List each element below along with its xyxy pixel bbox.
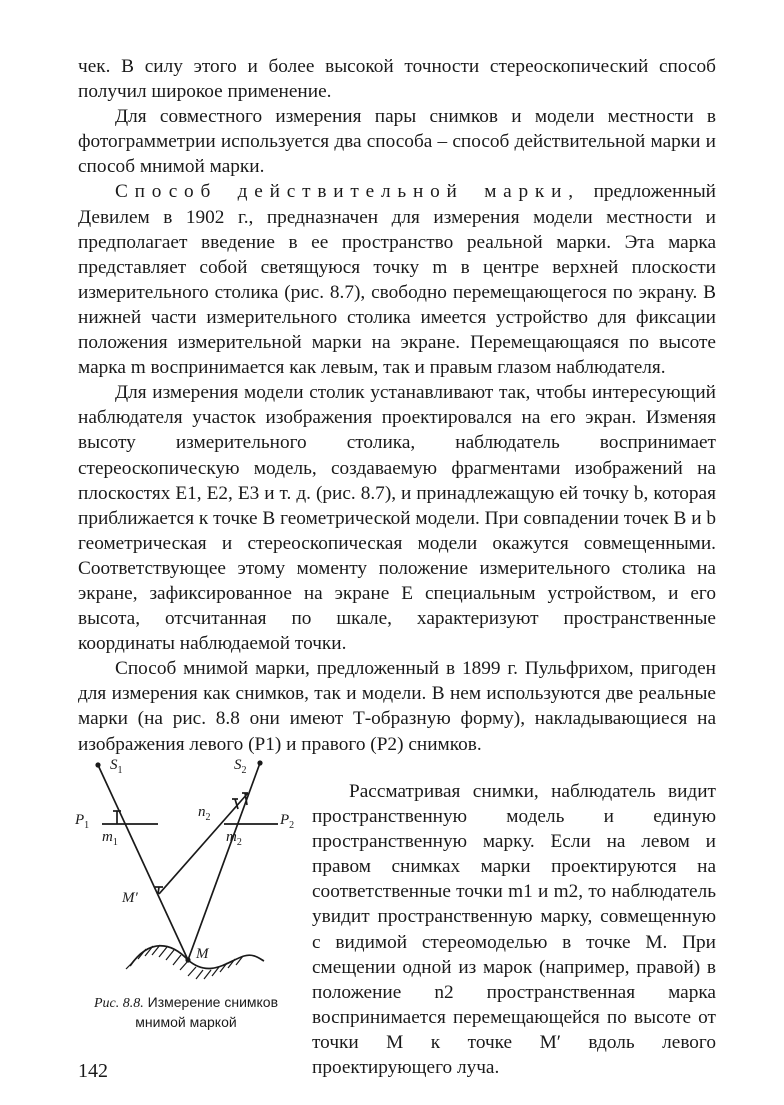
paragraph-3-rest: предложенный Девилем в 1902 г., предназначен для измерения модели местности и предполагает введение в ее пространство реальной марки. Эта марка представляет собой светящуюся точку m в центре верхней плоскости измерительного столика (рис. 8.7), свободно перемещающегося по экрану. В нижней части измерительного столика имеется устройство для фиксации положения измерительной марки на экране. Перемещающаяся по высоте марка m воспринимается как левым, так и правым глазом наблюдателя. (78, 181, 716, 379)
paragraph-5: Способ мнимой марки, предложенный в 1899 г. Пульфрихом, пригоден для измерения как снимков, так и модели. В нем используются две реальные марки (на рис. 8.8 они имеют Т-образную форму), накладывающиеся на изображения левого (P1) и правого (P2) снимков. (78, 658, 716, 755)
point-s2 (257, 760, 262, 765)
label-m: M (196, 946, 209, 962)
side-text (312, 779, 716, 1080)
label-p1: $P_1$ (75, 812, 90, 831)
label-m2: $m_2$ (226, 829, 242, 848)
page-number: 142 (78, 1060, 108, 1082)
paragraph-1: чек. В силу этого и более высокой точности стереоскопический способ получил широкое применение. (78, 56, 716, 103)
label-s1: $S_1$ (110, 757, 123, 776)
paragraph-4: Для измерения модели столик устанавливают так, чтобы интересующий наблюдателя участок изображения проектировался на его экран. Изменяя высоту измерительного столика, наблюдатель воспринимает стереоскопическую модель, создаваемую фрагментами изображений на плоскостях E1, E2, E3 и т. д. (рис. 8.7), и принадлежащую ей точку b, которая приближается к точке B геометрической модели. При совпадении точек B и b геометрическая и стереоскопическая модели окажутся совмещенными. Соответствующее этому моменту положение измерительного столика на экране, зафиксированное на экране E специальным устройством, и его высота, отсчитанная по шкале, характеризуют пространственные координаты наблюдаемой точки. (78, 382, 716, 655)
label-p2: $P_2$ (280, 812, 295, 831)
stereo-mark-diagram (72, 753, 300, 993)
caption-number: Рис. 8.8. (93, 996, 144, 1011)
point-s1 (95, 762, 100, 767)
body-text (78, 54, 716, 757)
label-m1: $m_1$ (102, 829, 118, 848)
terrain-hatching (126, 945, 243, 979)
label-s2: $S_2$ (234, 757, 247, 776)
paragraph-3 (78, 179, 716, 380)
paragraph-6: Рассматривая снимки, наблюдатель видит пространственную модель и единую пространственную марку. Если на левом и правом снимках марки проектируются на соответственные точки m1 и m2, то наблюдатель увидит пространственную марку, совмещенную с видимой стереомоделью в точке M. При смещении одной из марок (например, правой) в положение n2 пространственная марка воспринимается перемещающейся по высоте от точки M к точке M′ вдоль левого проектирующего луча. (312, 781, 716, 1079)
label-n2: $n_2$ (198, 804, 211, 823)
label-m-prime: M′ (122, 890, 138, 906)
figure-caption (72, 993, 300, 1031)
caption-text: Измерение снимков мнимой маркой (135, 994, 279, 1030)
paragraph-2: Для совместного измерения пары снимков и модели местности в фотограмметрии используется два способа – способ действительной марки и способ мнимой марки. (78, 106, 716, 178)
figure-8-8 (72, 753, 300, 993)
right-ray (188, 763, 260, 960)
term-real-mark: Способ действительной марки, (115, 181, 580, 203)
left-ray (98, 765, 188, 960)
